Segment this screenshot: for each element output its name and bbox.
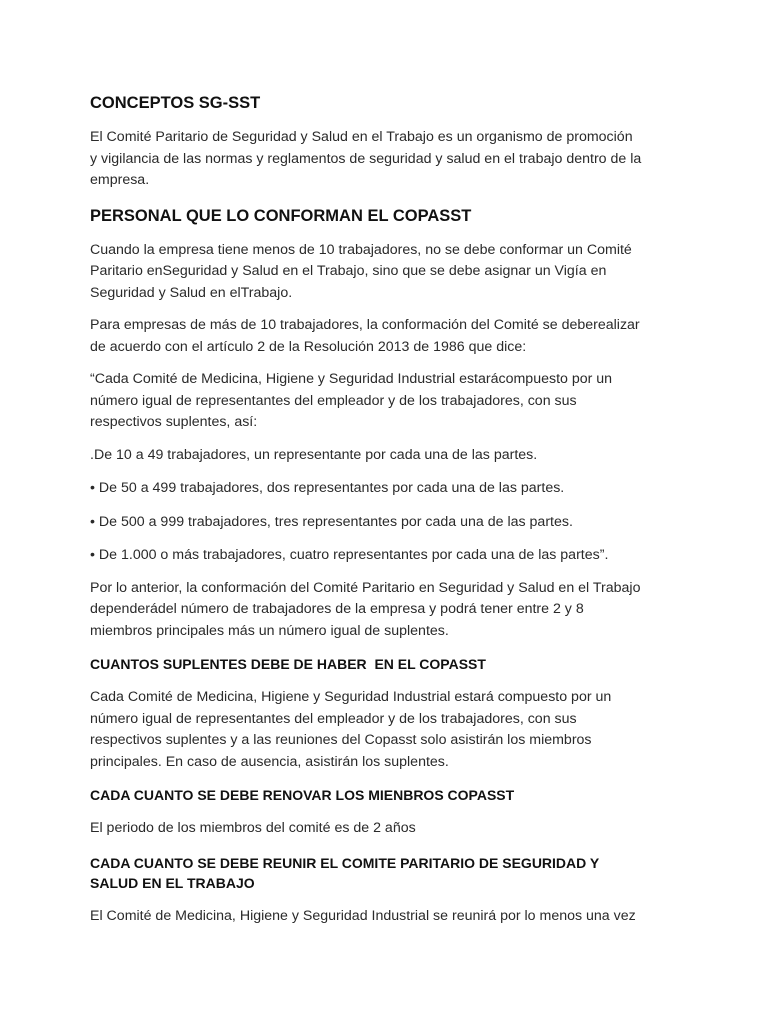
list-item: • De 1.000 o más trabajadores, cuatro representantes por cada una de las partes”. (90, 547, 609, 563)
text-line: “Cada Comité de Medicina, Higiene y Seguridad Industrial estarácompuesto por un (90, 371, 613, 387)
heading-line: SALUD EN EL TRABAJO (90, 874, 255, 891)
document-page (90, 92, 690, 927)
paragraph-anterior (90, 578, 690, 643)
heading-personal: PERSONAL QUE LO CONFORMAN EL COPASST (90, 206, 472, 225)
text-line: respectivos suplentes, así: (90, 414, 258, 430)
text-line: empresa. (90, 172, 150, 188)
text-line: principales. En caso de ausencia, asistirán los suplentes. (90, 753, 449, 770)
paragraph-renovar: El periodo de los miembros del comité es de 2 años (90, 820, 416, 836)
paragraph-suplentes (90, 687, 690, 773)
list-item: • De 50 a 499 trabajadores, dos representantes por cada una de las partes. (90, 480, 565, 496)
paragraph-conceptos (90, 127, 690, 192)
text-line: de acuerdo con el artículo 2 de la Resolución 2013 de 1986 que dice: (90, 338, 527, 355)
text-line: dependerádel número de trabajadores de la empresa y podrá tener entre 2 y 8 (90, 601, 584, 617)
list-item: .De 10 a 49 trabajadores, un representante por cada una de las partes. (90, 446, 538, 463)
text-line: Para empresas de más de 10 trabajadores, la conformación del Comité se deberealizar (90, 317, 640, 333)
text-line: Seguridad y Salud en elTrabajo. (90, 284, 293, 301)
text-line: número igual de representantes del empleador y de los trabajadores, con sus (90, 710, 577, 727)
paragraph-cita (90, 369, 690, 434)
text-line: El Comité Paritario de Seguridad y Salud en el Trabajo es un organismo de promoción (90, 129, 633, 145)
heading-conceptos: CONCEPTOS SG-SST (90, 94, 261, 112)
paragraph-mas-10 (90, 315, 690, 358)
heading-line: CADA CUANTO SE DEBE REUNIR EL COMITE PARITARIO DE SEGURIDAD Y (90, 854, 600, 871)
text-line: Cada Comité de Medicina, Higiene y Seguridad Industrial estará compuesto por un (90, 689, 612, 705)
text-line: número igual de representantes del empleador y de los trabajadores, con sus (90, 392, 577, 409)
text-line: Por lo anterior, la conformación del Comité Paritario en Seguridad y Salud en el Trabajo (90, 579, 641, 596)
heading-reunir (90, 853, 690, 893)
paragraph-reunir: El Comité de Medicina, Higiene y Seguridad Industrial se reunirá por lo menos una vez (90, 907, 636, 924)
list-item: • De 500 a 999 trabajadores, tres representantes por cada una de las partes. (90, 513, 573, 530)
text-line: respectivos suplentes y a las reuniones del Copasst solo asistirán los miembros (90, 732, 592, 748)
text-line: Cuando la empresa tiene menos de 10 trabajadores, no se debe conformar un Comité (90, 241, 632, 258)
heading-suplentes: CUANTOS SUPLENTES DEBE DE HABER EN EL COPASST (90, 656, 486, 672)
text-line: Paritario enSeguridad y Salud en el Trabajo, sino que se debe asignar un Vigía en (90, 263, 607, 279)
paragraph-menos-10 (90, 240, 690, 305)
text-line: miembros principales más un número igual de suplentes. (90, 622, 449, 639)
text-line: y vigilancia de las normas y reglamentos de seguridad y salud en el trabajo dentro de la (90, 150, 642, 167)
heading-renovar: CADA CUANTO SE DEBE RENOVAR LOS MIENBROS COPASST (90, 787, 515, 803)
